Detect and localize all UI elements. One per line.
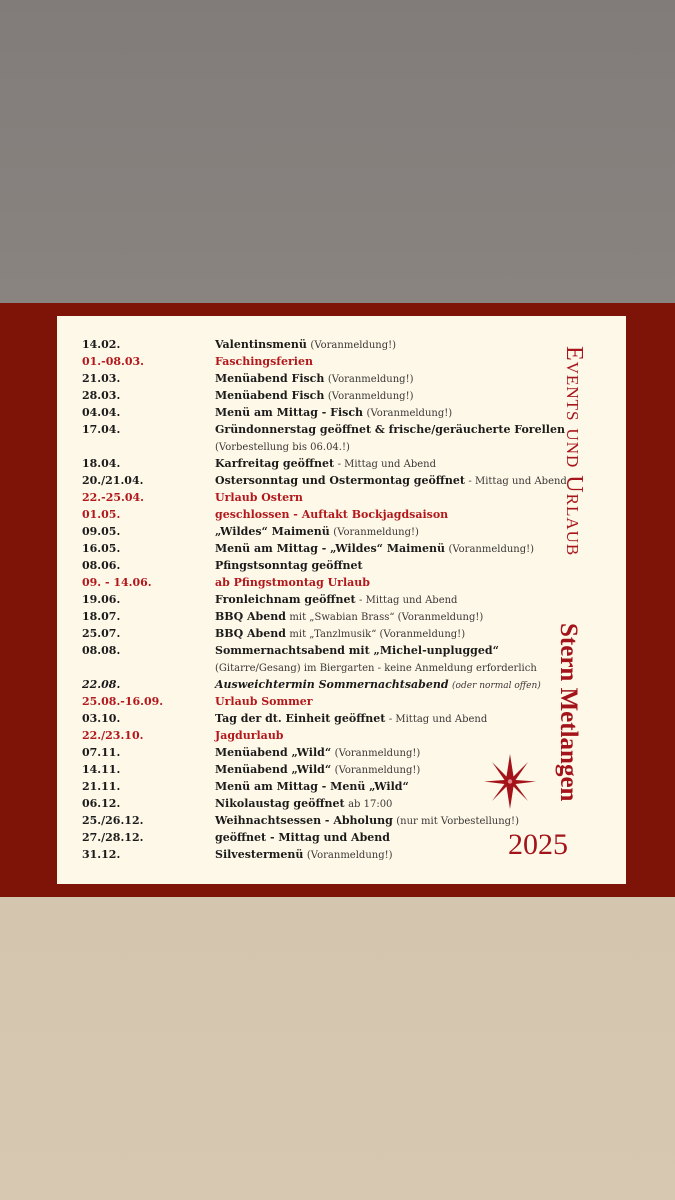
- event-date: 04.04.: [82, 406, 121, 419]
- event-note: (Voranmeldung!): [310, 340, 397, 351]
- event-title: Menüabend Fisch: [215, 389, 325, 402]
- event-row: [57, 455, 557, 472]
- event-title: Menü am Mittag - Menü „Wild“: [215, 780, 409, 793]
- event-title: Jagdurlaub: [215, 729, 284, 742]
- event-row: [57, 642, 557, 659]
- event-text: [215, 727, 284, 745]
- event-row: [57, 489, 557, 506]
- event-title: ab Pfingstmontag Urlaub: [215, 576, 370, 589]
- event-text: [215, 710, 487, 728]
- event-text: [215, 693, 313, 711]
- event-row: [57, 778, 557, 795]
- event-title: Urlaub Ostern: [215, 491, 303, 504]
- event-date: 08.06.: [82, 559, 121, 572]
- event-date: 18.07.: [82, 610, 121, 623]
- event-text: [215, 829, 390, 847]
- event-text: [215, 846, 393, 864]
- star-icon: [484, 754, 536, 809]
- event-date: 09. - 14.06.: [82, 576, 152, 589]
- event-row: [57, 370, 557, 387]
- event-text: [215, 506, 448, 524]
- event-row: [57, 506, 557, 523]
- event-row: [57, 659, 557, 676]
- event-note: (Voranmeldung!): [306, 850, 393, 861]
- event-date: 14.02.: [82, 338, 121, 351]
- event-title: Menüabend Fisch: [215, 372, 325, 385]
- event-date: 14.11.: [82, 763, 121, 776]
- event-row: [57, 727, 557, 744]
- event-text: [215, 625, 465, 643]
- event-date: 01.-08.03.: [82, 355, 144, 368]
- event-note: - Mittag und Abend: [388, 714, 488, 725]
- event-note: mit „Swabian Brass“ (Voranmeldung!): [289, 612, 484, 623]
- event-row: [57, 438, 557, 455]
- event-row: [57, 744, 557, 761]
- event-date: 09.05.: [82, 525, 121, 538]
- event-note: (nur mit Vorbestellung!): [396, 816, 519, 827]
- event-title: Ostersonntag und Ostermontag geöffnet: [215, 474, 465, 487]
- event-date: 06.12.: [82, 797, 121, 810]
- event-title: Tag der dt. Einheit geöffnet: [215, 712, 386, 725]
- event-note: (oder normal offen): [452, 681, 541, 691]
- event-text: [215, 778, 409, 796]
- event-text: [215, 812, 519, 830]
- event-date: 20./21.04.: [82, 474, 144, 487]
- event-text: [215, 540, 534, 558]
- event-text: [215, 744, 420, 762]
- event-date: 22./23.10.: [82, 729, 144, 742]
- event-title: Gründonnerstag geöffnet & frische/geräucherte Forellen: [215, 423, 565, 436]
- event-row: [57, 421, 565, 438]
- event-text: [215, 591, 457, 609]
- event-date: 01.05.: [82, 508, 121, 521]
- star-center: [508, 779, 512, 783]
- event-note: (Voranmeldung!): [448, 544, 535, 555]
- event-row: [57, 795, 557, 812]
- event-text: [215, 404, 452, 422]
- event-text: [215, 659, 537, 677]
- event-note: ab 17:00: [348, 799, 393, 810]
- event-title: Karfreitag geöffnet: [215, 457, 335, 470]
- event-text: [215, 557, 363, 575]
- event-date: 21.11.: [82, 780, 121, 793]
- event-row: [57, 472, 567, 489]
- event-text: [215, 523, 419, 541]
- event-title: Nikolaustag geöffnet: [215, 797, 345, 810]
- event-date: 25.08.-16.09.: [82, 695, 164, 708]
- event-text: [215, 370, 414, 388]
- event-note: (Voranmeldung!): [366, 408, 453, 419]
- event-row: [57, 829, 557, 846]
- event-title: Pfingstsonntag geöffnet: [215, 559, 363, 572]
- event-row: [57, 693, 557, 710]
- event-title: Menüabend „Wild“: [215, 763, 332, 776]
- event-date: 16.05.: [82, 542, 121, 555]
- event-title: BBQ Abend: [215, 627, 286, 640]
- event-row: [57, 540, 557, 557]
- event-title: „Wildes“ Maimenü: [215, 525, 330, 538]
- event-title: Menü am Mittag - Fisch: [215, 406, 364, 419]
- event-text: [215, 455, 436, 473]
- event-row: [57, 812, 557, 829]
- event-note: (Voranmeldung!): [327, 391, 414, 402]
- event-text: [215, 642, 499, 660]
- event-title: Valentinsmenü: [215, 338, 307, 351]
- event-row: [57, 846, 557, 863]
- event-date: 17.04.: [82, 423, 121, 436]
- side-title: Events und Urlaub: [561, 346, 587, 557]
- event-title: BBQ Abend: [215, 610, 286, 623]
- event-row: [57, 387, 557, 404]
- event-date: 07.11.: [82, 746, 121, 759]
- event-title: Fronleichnam geöffnet: [215, 593, 356, 606]
- event-note: mit „Tanzlmusik“ (Voranmeldung!): [289, 629, 466, 640]
- side-titles: [552, 346, 587, 856]
- event-row: [57, 625, 557, 642]
- event-note: (Voranmeldung!): [333, 527, 419, 538]
- event-row: [57, 676, 557, 693]
- event-text: [215, 387, 414, 405]
- event-title: Faschingsferien: [215, 355, 313, 368]
- event-date: 19.06.: [82, 593, 121, 606]
- event-text: [215, 438, 350, 456]
- event-title: geöffnet - Mittag und Abend: [215, 831, 390, 844]
- event-row: [57, 761, 557, 778]
- event-date: 03.10.: [82, 712, 121, 725]
- event-date: 22.-25.04.: [82, 491, 144, 504]
- event-note: - Mittag und Abend: [468, 476, 567, 487]
- event-date: 31.12.: [82, 848, 121, 861]
- event-date: 18.04.: [82, 457, 121, 470]
- event-note: - Mittag und Abend: [337, 459, 436, 470]
- event-text: [215, 336, 396, 354]
- event-row: [57, 557, 557, 574]
- event-row: [57, 710, 557, 727]
- event-text: [215, 608, 483, 626]
- event-text: [215, 353, 313, 371]
- event-note: (Gitarre/Gesang) im Biergarten - keine Anmeldung erforderlich: [215, 663, 537, 674]
- event-note: (Vorbestellung bis 06.04.!): [215, 442, 350, 453]
- event-row: [57, 353, 557, 370]
- event-list: [57, 336, 567, 863]
- events-card: [57, 316, 626, 884]
- event-title: Urlaub Sommer: [215, 695, 313, 708]
- event-text: [215, 761, 420, 779]
- event-note: (Voranmeldung!): [334, 748, 421, 759]
- event-text: [215, 472, 567, 490]
- event-row: [57, 574, 557, 591]
- event-note: - Mittag und Abend: [359, 595, 458, 606]
- event-date: 25.07.: [82, 627, 121, 640]
- event-date: 22.08.: [82, 678, 121, 691]
- event-date: 28.03.: [82, 389, 121, 402]
- event-row: [57, 404, 557, 421]
- event-date: 27./28.12.: [82, 831, 144, 844]
- event-title: Menüabend „Wild“: [215, 746, 332, 759]
- event-row: [57, 608, 557, 625]
- event-title: Menü am Mittag - „Wildes“ Maimenü: [215, 542, 445, 555]
- event-row: [57, 523, 557, 540]
- event-text: [215, 489, 303, 507]
- event-note: (Voranmeldung!): [327, 374, 414, 385]
- event-row: [57, 336, 557, 353]
- event-title: Sommernachtsabend mit „Michel-unplugged“: [215, 644, 499, 657]
- event-row: [57, 591, 557, 608]
- event-title: geschlossen - Auftakt Bockjagdsaison: [215, 508, 449, 521]
- year: 2025: [508, 828, 568, 861]
- event-title: Weihnachtsessen - Abholung: [215, 814, 393, 827]
- event-title: Silvestermenü: [215, 848, 304, 861]
- event-text: [215, 421, 565, 439]
- event-date: 25./26.12.: [82, 814, 144, 827]
- event-text: [215, 574, 370, 592]
- event-note: (Voranmeldung!): [334, 765, 421, 776]
- event-title: Ausweichtermin Sommernachtsabend: [215, 678, 449, 691]
- event-date: 08.08.: [82, 644, 121, 657]
- event-date: 21.03.: [82, 372, 121, 385]
- brand-name: Stern Metlangen: [555, 623, 582, 802]
- event-text: [215, 795, 392, 813]
